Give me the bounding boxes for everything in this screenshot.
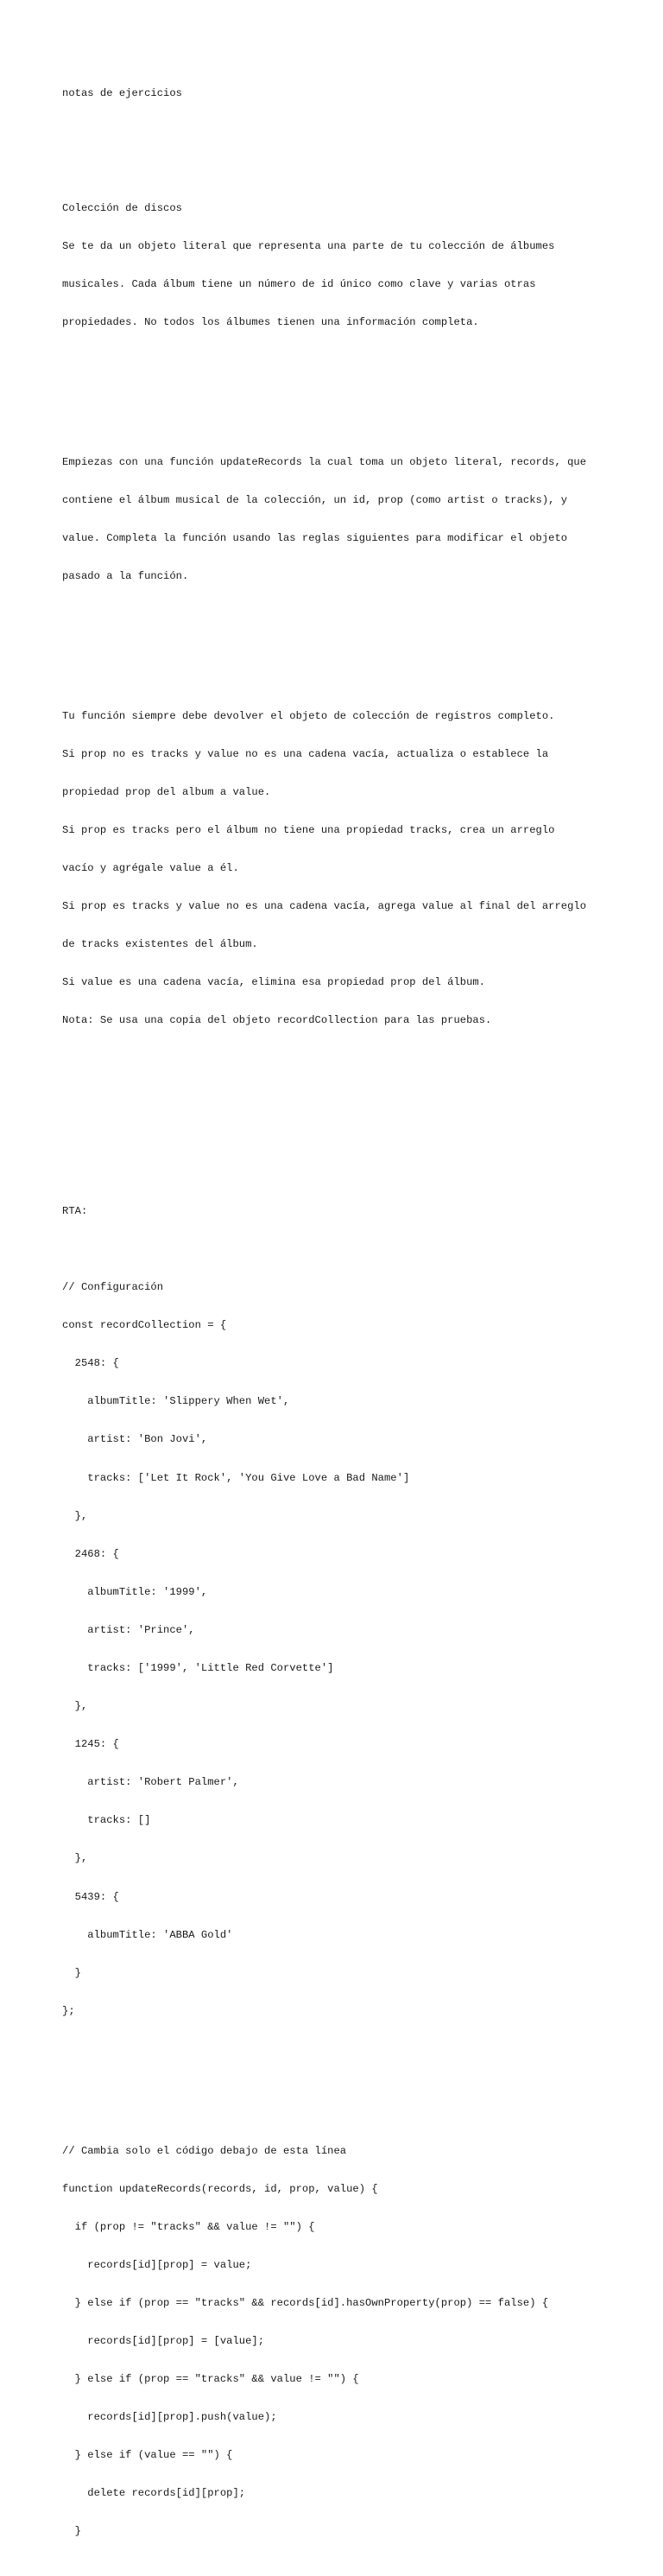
spacer — [62, 1154, 615, 1167]
intro-line: musicales. Cada álbum tiene un número de id único como clave y varias otras — [62, 277, 536, 290]
code-line: 2468: { — [62, 1547, 119, 1560]
code-line: artist: 'Bon Jovi', — [62, 1433, 208, 1446]
code-line: } else if (prop == "tracks" && value != "") { — [62, 2373, 359, 2386]
code-line: }, — [62, 1509, 88, 1522]
code-line: // Cambia solo el código debajo de esta línea — [62, 2144, 347, 2157]
spacer — [62, 633, 615, 646]
code-line: }, — [62, 1852, 88, 1865]
description-line: pasado a la función. — [62, 569, 189, 582]
code-line: // Configuración — [62, 1281, 164, 1294]
code-line: records[id][prop].push(value); — [62, 2411, 277, 2424]
code-line: 2548: { — [62, 1357, 119, 1370]
spacer — [62, 2068, 615, 2081]
code-line: artist: 'Robert Palmer', — [62, 1776, 239, 1789]
code-line: albumTitle: '1999', — [62, 1585, 208, 1598]
description-line: contiene el álbum musical de la colección, un id, prop (como artist o tracks), y — [62, 493, 568, 506]
description-line: Empiezas con una función updateRecords la cual toma un objeto literal, records, que — [62, 455, 587, 468]
answer-label: RTA: — [62, 1204, 88, 1217]
description-paragraph — [62, 430, 615, 608]
code-line: tracks: ['1999', 'Little Red Corvette'] — [62, 1661, 334, 1674]
document-title: notas de ejercicios — [62, 87, 182, 100]
rule-line: de tracks existentes del álbum. — [62, 938, 258, 951]
code-line: } — [62, 1966, 81, 1979]
code-line: }, — [62, 1700, 88, 1713]
intro-line: Se te da un objeto literal que representa una parte de tu colección de álbumes — [62, 239, 555, 252]
intro-line: Colección de discos — [62, 201, 182, 214]
code-line: tracks: ['Let It Rock', 'You Give Love a Bad Name'] — [62, 1471, 410, 1484]
code-line: const recordCollection = { — [62, 1319, 227, 1332]
rule-line: Si prop no es tracks y value no es una cadena vacía, actualiza o establece la — [62, 747, 549, 760]
code-function-block — [62, 2119, 615, 2563]
document-page — [62, 62, 615, 2576]
spacer — [62, 126, 615, 139]
code-line: } — [62, 2525, 81, 2538]
rule-line: vacío y agrégale value a él. — [62, 862, 239, 875]
rule-line: Si prop es tracks y value no es una cadena vacía, agrega value al final del arreglo — [62, 900, 587, 913]
code-line: albumTitle: 'ABBA Gold' — [62, 1928, 233, 1941]
rule-line: Si prop es tracks pero el álbum no tiene una propiedad tracks, crea un arreglo — [62, 823, 555, 836]
rule-line: Tu función siempre debe devolver el objeto de colección de registros completo. — [62, 709, 555, 722]
description-line: value. Completa la función usando las reglas siguientes para modificar el objeto — [62, 531, 568, 544]
code-line: artist: 'Prince', — [62, 1623, 195, 1636]
code-line: records[id][prop] = value; — [62, 2258, 252, 2271]
rules-paragraph — [62, 684, 615, 1052]
code-line: records[id][prop] = [value]; — [62, 2334, 265, 2347]
code-line: tracks: [] — [62, 1814, 151, 1827]
code-line: } else if (prop == "tracks" && records[id].hasOwnProperty(prop) == false) { — [62, 2296, 549, 2309]
rule-line: Nota: Se usa una copia del objeto recordCollection para las pruebas. — [62, 1014, 492, 1027]
code-line: 1245: { — [62, 1738, 119, 1751]
code-line: } else if (value == "") { — [62, 2449, 233, 2462]
code-line: if (prop != "tracks" && value != "") { — [62, 2220, 315, 2233]
spacer — [62, 379, 615, 392]
code-setup-block — [62, 1256, 615, 2043]
code-line: albumTitle: 'Slippery When Wet', — [62, 1395, 290, 1408]
intro-paragraph — [62, 176, 615, 354]
rule-line: propiedad prop del album a value. — [62, 785, 271, 798]
code-line: function updateRecords(records, id, prop, value) { — [62, 2182, 378, 2195]
code-line: }; — [62, 2004, 75, 2017]
spacer — [62, 1091, 615, 1129]
rule-line: Si value es una cadena vacía, elimina esa propiedad prop del álbum. — [62, 976, 486, 989]
code-line: delete records[id][prop]; — [62, 2487, 246, 2500]
code-line: 5439: { — [62, 1890, 119, 1903]
intro-line: propiedades. No todos los álbumes tienen una información completa. — [62, 315, 479, 328]
